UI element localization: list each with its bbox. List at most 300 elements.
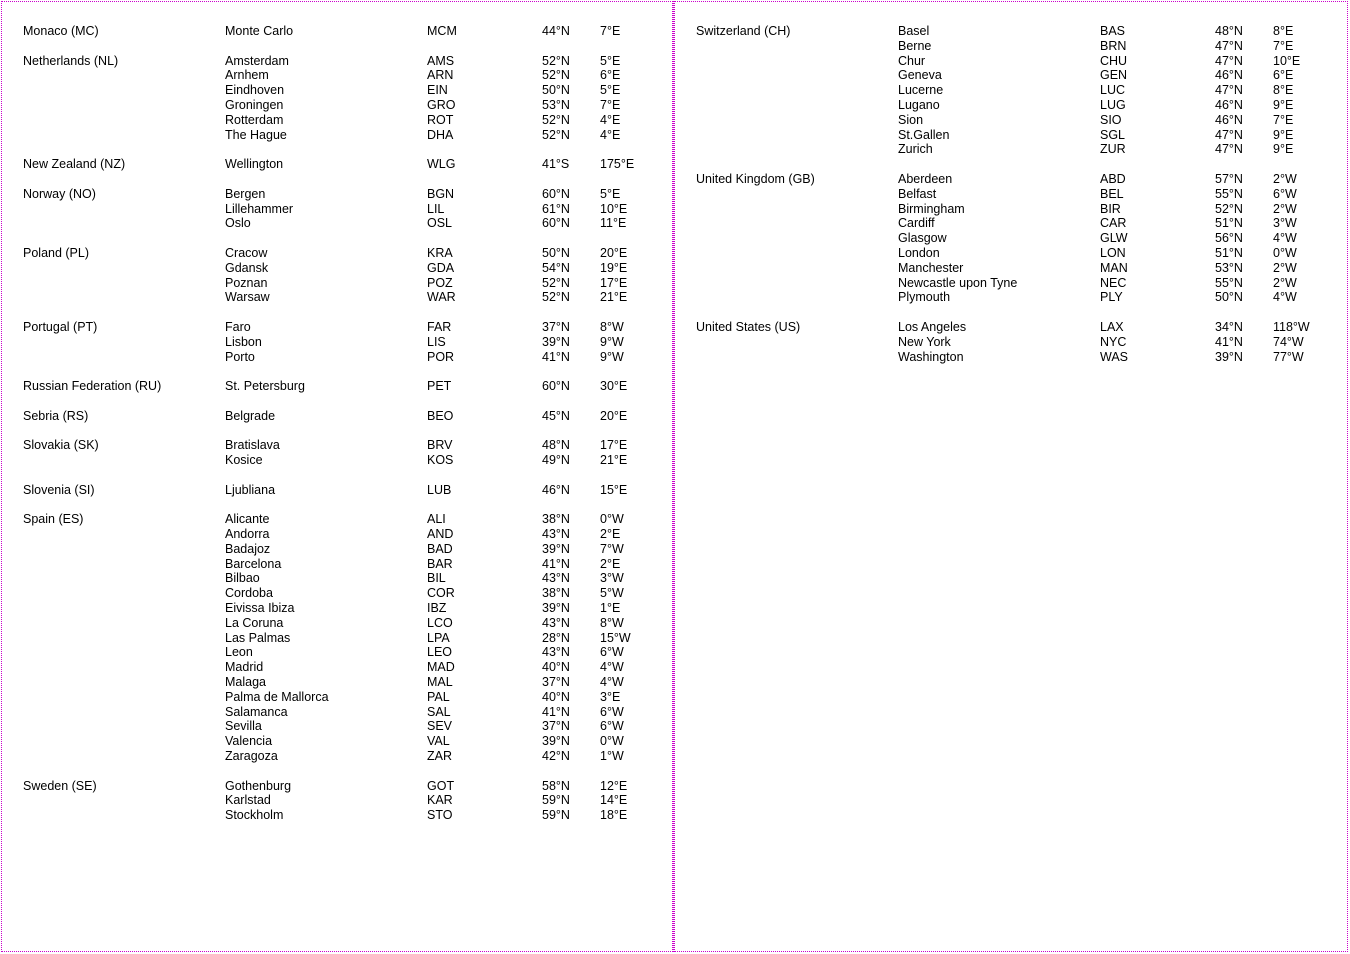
longitude: 118°W	[1273, 319, 1310, 334]
latitude: 41°N	[542, 349, 570, 364]
airport-code: PAL	[427, 689, 450, 704]
latitude: 52°N	[542, 112, 570, 127]
longitude: 21°E	[600, 453, 628, 468]
latitude: 56°N	[1215, 231, 1243, 246]
city-row	[696, 83, 1336, 98]
longitude: 9°E	[1273, 97, 1294, 112]
airport-code: PLY	[1100, 290, 1123, 305]
city-name: Andorra	[225, 527, 270, 542]
latitude: 50°N	[542, 83, 570, 98]
city-name: Glasgow	[898, 231, 947, 246]
city-row	[23, 601, 663, 616]
city-row	[23, 216, 663, 231]
airport-code: POZ	[427, 275, 453, 290]
city-row	[696, 276, 1336, 291]
city-row	[23, 409, 663, 424]
airport-code: SAL	[427, 704, 451, 719]
longitude: 0°W	[1273, 245, 1297, 260]
airport-code: FAR	[427, 319, 452, 334]
city-row	[23, 453, 663, 468]
airport-code: OSL	[427, 216, 453, 231]
longitude: 7°E	[600, 24, 621, 38]
latitude: 39°N	[542, 601, 570, 616]
longitude: 2°E	[600, 556, 621, 571]
city-row	[696, 216, 1336, 231]
longitude: 175°E	[600, 157, 635, 172]
city-row	[23, 68, 663, 83]
city-name: Badajoz	[225, 541, 271, 556]
city-name: Washington	[898, 349, 964, 364]
city-name: London	[898, 245, 940, 260]
city-name: Palma de Mallorca	[225, 689, 329, 704]
latitude: 52°N	[542, 290, 570, 305]
longitude: 8°W	[600, 615, 624, 630]
city-row	[696, 261, 1336, 276]
city-name: Oslo	[225, 216, 251, 231]
city-row	[23, 157, 663, 172]
airport-code: ZAR	[427, 749, 452, 764]
city-name: Basel	[898, 24, 930, 38]
airport-code: VAL	[427, 734, 450, 749]
longitude: 20°E	[600, 408, 628, 423]
city-name: Cordoba	[225, 586, 273, 601]
latitude: 47°N	[1215, 38, 1243, 53]
airport-code: WAR	[427, 290, 456, 305]
airport-code: ALI	[427, 512, 446, 527]
airport-code: SGL	[1100, 127, 1126, 142]
latitude: 47°N	[1215, 53, 1243, 68]
city-name: La Coruna	[225, 615, 284, 630]
city-row	[696, 335, 1336, 350]
city-name: Sevilla	[225, 719, 262, 734]
city-name: Stockholm	[225, 808, 284, 823]
city-row	[696, 172, 1336, 187]
city-name: Las Palmas	[225, 630, 291, 645]
latitude: 51°N	[1215, 245, 1243, 260]
latitude: 58°N	[542, 778, 570, 793]
longitude: 6°W	[600, 719, 624, 734]
city-row	[23, 24, 663, 39]
city-name: Bergen	[225, 186, 266, 201]
latitude: 39°N	[1215, 349, 1243, 364]
airport-code: LCO	[427, 615, 453, 630]
longitude: 30°E	[600, 379, 628, 394]
city-name: Sion	[898, 112, 924, 127]
longitude: 0°W	[600, 734, 624, 749]
longitude: 4°E	[600, 112, 621, 127]
country-group	[23, 320, 663, 364]
city-name: Geneva	[898, 68, 942, 83]
country-group	[23, 54, 663, 143]
city-name: Cardiff	[898, 216, 935, 231]
city-row	[23, 512, 663, 527]
country-group	[23, 379, 663, 394]
country-group	[23, 24, 663, 39]
airport-code: BIR	[1100, 201, 1121, 216]
airport-code: IBZ	[427, 601, 447, 616]
airport-code: KAR	[427, 793, 453, 808]
city-row	[23, 98, 663, 113]
city-row	[23, 83, 663, 98]
latitude: 28°N	[542, 630, 570, 645]
longitude: 15°W	[600, 630, 631, 645]
longitude: 5°E	[600, 53, 621, 68]
country-name: Slovakia (SK)	[23, 438, 99, 453]
airport-code: MCM	[427, 24, 457, 38]
longitude: 74°W	[1273, 334, 1304, 349]
city-name: Leon	[225, 645, 253, 660]
longitude: 14°E	[600, 793, 628, 808]
city-row	[23, 645, 663, 660]
city-name: Eindhoven	[225, 83, 285, 98]
country-name: Spain (ES)	[23, 512, 84, 527]
city-name: Zaragoza	[225, 749, 278, 764]
airport-code: BRV	[427, 438, 453, 453]
longitude: 2°W	[1273, 260, 1297, 275]
latitude: 47°N	[1215, 127, 1243, 142]
country-group	[23, 483, 663, 498]
latitude: 52°N	[542, 127, 570, 142]
longitude: 7°W	[600, 541, 624, 556]
city-name: Belgrade	[225, 408, 276, 423]
city-name: New York	[898, 334, 951, 349]
longitude: 8°W	[600, 319, 624, 334]
longitude: 2°W	[1273, 171, 1297, 186]
airport-code: BAR	[427, 556, 453, 571]
airport-code: ABD	[1100, 171, 1126, 186]
latitude: 52°N	[542, 68, 570, 83]
city-row	[23, 675, 663, 690]
country-list	[696, 24, 1336, 379]
longitude: 1°E	[600, 601, 621, 616]
airport-code: BIL	[427, 571, 446, 586]
city-name: Chur	[898, 53, 926, 68]
latitude: 39°N	[542, 734, 570, 749]
city-row	[23, 483, 663, 498]
city-row	[23, 779, 663, 794]
country-name: Slovenia (SI)	[23, 482, 95, 497]
city-name: St. Petersburg	[225, 379, 305, 394]
country-name: Norway (NO)	[23, 186, 96, 201]
latitude: 50°N	[1215, 290, 1243, 305]
latitude: 57°N	[1215, 171, 1243, 186]
airport-code: LIL	[427, 201, 445, 216]
latitude: 40°N	[542, 689, 570, 704]
latitude: 52°N	[1215, 201, 1243, 216]
city-row	[23, 128, 663, 143]
longitude: 15°E	[600, 482, 628, 497]
country-group	[23, 512, 663, 764]
longitude: 5°E	[600, 186, 621, 201]
latitude: 53°N	[1215, 260, 1243, 275]
city-row	[23, 571, 663, 586]
latitude: 39°N	[542, 334, 570, 349]
airport-code: BEO	[427, 408, 454, 423]
city-row	[696, 128, 1336, 143]
city-row	[23, 350, 663, 365]
airport-code: SEV	[427, 719, 453, 734]
city-row	[23, 734, 663, 749]
city-name: Groningen	[225, 97, 284, 112]
city-row	[696, 98, 1336, 113]
city-row	[23, 379, 663, 394]
city-name: Arnhem	[225, 68, 269, 83]
latitude: 43°N	[542, 645, 570, 660]
city-row	[23, 808, 663, 823]
latitude: 47°N	[1215, 83, 1243, 98]
city-name: Eivissa Ibiza	[225, 601, 295, 616]
city-row	[23, 793, 663, 808]
airport-code: ARN	[427, 68, 454, 83]
city-row	[696, 202, 1336, 217]
country-name: Russian Federation (RU)	[23, 379, 162, 394]
city-row	[23, 246, 663, 261]
longitude: 20°E	[600, 245, 628, 260]
city-name: Malaga	[225, 675, 266, 690]
airport-code: BEL	[1100, 186, 1124, 201]
latitude: 41°S	[542, 157, 570, 172]
city-name: Ljubliana	[225, 482, 276, 497]
longitude: 9°W	[600, 349, 624, 364]
latitude: 43°N	[542, 571, 570, 586]
city-row	[23, 438, 663, 453]
airport-code: LUB	[427, 482, 452, 497]
city-row	[23, 616, 663, 631]
airport-code: PET	[427, 379, 452, 394]
latitude: 52°N	[542, 275, 570, 290]
page-right	[674, 1, 1348, 952]
airport-code: AMS	[427, 53, 455, 68]
longitude: 7°E	[1273, 38, 1294, 53]
country-name: Switzerland (CH)	[696, 24, 791, 38]
longitude: 2°W	[1273, 201, 1297, 216]
city-row	[23, 202, 663, 217]
latitude: 61°N	[542, 201, 570, 216]
country-list	[23, 24, 663, 838]
latitude: 51°N	[1215, 216, 1243, 231]
longitude: 12°E	[600, 778, 628, 793]
longitude: 9°W	[600, 334, 624, 349]
longitude: 17°E	[600, 438, 628, 453]
city-row	[23, 586, 663, 601]
longitude: 6°W	[1273, 186, 1297, 201]
latitude: 46°N	[1215, 97, 1243, 112]
airport-code: LON	[1100, 245, 1126, 260]
country-name: Sebria (RS)	[23, 408, 89, 423]
latitude: 43°N	[542, 527, 570, 542]
latitude: 55°N	[1215, 275, 1243, 290]
longitude: 2°W	[1273, 275, 1297, 290]
city-name: Amsterdam	[225, 53, 289, 68]
city-name: Cracow	[225, 245, 268, 260]
country-group	[23, 438, 663, 468]
airport-code: CAR	[1100, 216, 1127, 231]
city-name: Lucerne	[898, 83, 944, 98]
city-name: Alicante	[225, 512, 270, 527]
city-row	[23, 660, 663, 675]
city-row	[23, 690, 663, 705]
airport-code: LUC	[1100, 83, 1126, 98]
longitude: 10°E	[1273, 53, 1301, 68]
latitude: 38°N	[542, 512, 570, 527]
country-name: Monaco (MC)	[23, 24, 99, 38]
latitude: 37°N	[542, 319, 570, 334]
city-row	[23, 320, 663, 335]
city-row	[23, 54, 663, 69]
longitude: 3°W	[600, 571, 624, 586]
city-name: Gdansk	[225, 260, 269, 275]
airport-code: LPA	[427, 630, 450, 645]
city-name: Gothenburg	[225, 778, 292, 793]
latitude: 43°N	[542, 615, 570, 630]
airport-code: KRA	[427, 245, 453, 260]
city-row	[696, 39, 1336, 54]
latitude: 60°N	[542, 186, 570, 201]
airport-code: ROT	[427, 112, 454, 127]
airport-code: BRN	[1100, 38, 1127, 53]
latitude: 47°N	[1215, 142, 1243, 157]
airport-code: NEC	[1100, 275, 1127, 290]
airport-code: POR	[427, 349, 455, 364]
latitude: 60°N	[542, 216, 570, 231]
city-name: Newcastle upon Tyne	[898, 275, 1018, 290]
airport-code: KOS	[427, 453, 454, 468]
latitude: 42°N	[542, 749, 570, 764]
country-name: United States (US)	[696, 319, 801, 334]
city-name: Salamanca	[225, 704, 288, 719]
city-row	[696, 350, 1336, 365]
longitude: 4°W	[1273, 231, 1297, 246]
airport-code: CHU	[1100, 53, 1128, 68]
latitude: 59°N	[542, 808, 570, 823]
country-name: Portugal (PT)	[23, 319, 98, 334]
latitude: 40°N	[542, 660, 570, 675]
city-row	[696, 68, 1336, 83]
latitude: 48°N	[1215, 24, 1243, 38]
airport-code: ZUR	[1100, 142, 1126, 157]
city-row	[23, 557, 663, 572]
city-name: Zurich	[898, 142, 933, 157]
city-row	[23, 290, 663, 305]
latitude: 39°N	[542, 541, 570, 556]
longitude: 4°W	[600, 675, 624, 690]
country-group	[23, 409, 663, 424]
city-name: Poznan	[225, 275, 268, 290]
city-row	[23, 187, 663, 202]
latitude: 60°N	[542, 379, 570, 394]
city-name: Wellington	[225, 157, 284, 172]
country-name: United Kingdom (GB)	[696, 171, 815, 186]
city-row	[696, 290, 1336, 305]
country-group	[23, 246, 663, 305]
city-name: Madrid	[225, 660, 264, 675]
city-row	[696, 231, 1336, 246]
city-row	[696, 187, 1336, 202]
longitude: 5°E	[600, 83, 621, 98]
airport-code: DHA	[427, 127, 454, 142]
city-row	[23, 719, 663, 734]
latitude: 46°N	[1215, 68, 1243, 83]
latitude: 53°N	[542, 97, 570, 112]
city-name: Bilbao	[225, 571, 260, 586]
airport-code: COR	[427, 586, 455, 601]
city-name: Kosice	[225, 453, 263, 468]
latitude: 41°N	[542, 556, 570, 571]
city-name: Bratislava	[225, 438, 280, 453]
latitude: 48°N	[542, 438, 570, 453]
airport-code: LEO	[427, 645, 453, 660]
city-row	[696, 113, 1336, 128]
city-name: Barcelona	[225, 556, 282, 571]
airport-code: BAD	[427, 541, 453, 556]
latitude: 59°N	[542, 793, 570, 808]
latitude: 46°N	[542, 482, 570, 497]
latitude: 55°N	[1215, 186, 1243, 201]
longitude: 8°E	[1273, 24, 1294, 38]
airport-code: NYC	[1100, 334, 1127, 349]
city-name: Lisbon	[225, 334, 262, 349]
airport-code: LUG	[1100, 97, 1126, 112]
city-row	[23, 631, 663, 646]
longitude: 11°E	[600, 216, 627, 231]
airport-code: BAS	[1100, 24, 1126, 38]
city-row	[696, 142, 1336, 157]
latitude: 37°N	[542, 675, 570, 690]
country-group	[696, 320, 1336, 364]
city-name: Aberdeen	[898, 171, 953, 186]
city-name: Los Angeles	[898, 319, 967, 334]
longitude: 9°E	[1273, 142, 1294, 157]
latitude: 49°N	[542, 453, 570, 468]
airport-code: LAX	[1100, 319, 1124, 334]
airport-code: SIO	[1100, 112, 1122, 127]
city-row	[23, 261, 663, 276]
city-name: Lugano	[898, 97, 940, 112]
airport-code: LIS	[427, 334, 446, 349]
airport-code: GOT	[427, 778, 455, 793]
airport-code: GLW	[1100, 231, 1128, 246]
city-name: Valencia	[225, 734, 273, 749]
city-name: Warsaw	[225, 290, 270, 305]
city-row	[23, 527, 663, 542]
latitude: 54°N	[542, 260, 570, 275]
city-row	[23, 749, 663, 764]
longitude: 0°W	[600, 512, 624, 527]
city-name: Porto	[225, 349, 255, 364]
airport-code: MAN	[1100, 260, 1128, 275]
longitude: 2°E	[600, 527, 621, 542]
longitude: 6°E	[600, 68, 621, 83]
airport-code: WLG	[427, 157, 456, 172]
latitude: 46°N	[1215, 112, 1243, 127]
longitude: 4°E	[600, 127, 621, 142]
city-row	[696, 54, 1336, 69]
airport-code: MAD	[427, 660, 455, 675]
longitude: 6°W	[600, 704, 624, 719]
city-name: Rotterdam	[225, 112, 284, 127]
longitude: 7°E	[1273, 112, 1294, 127]
city-name: Belfast	[898, 186, 937, 201]
longitude: 8°E	[1273, 83, 1294, 98]
latitude: 44°N	[542, 24, 570, 38]
longitude: 7°E	[600, 97, 621, 112]
longitude: 9°E	[1273, 127, 1294, 142]
longitude: 3°E	[600, 689, 621, 704]
country-group	[696, 172, 1336, 305]
airport-code: WAS	[1100, 349, 1129, 364]
city-name: Monte Carlo	[225, 24, 294, 38]
airport-code: GDA	[427, 260, 455, 275]
